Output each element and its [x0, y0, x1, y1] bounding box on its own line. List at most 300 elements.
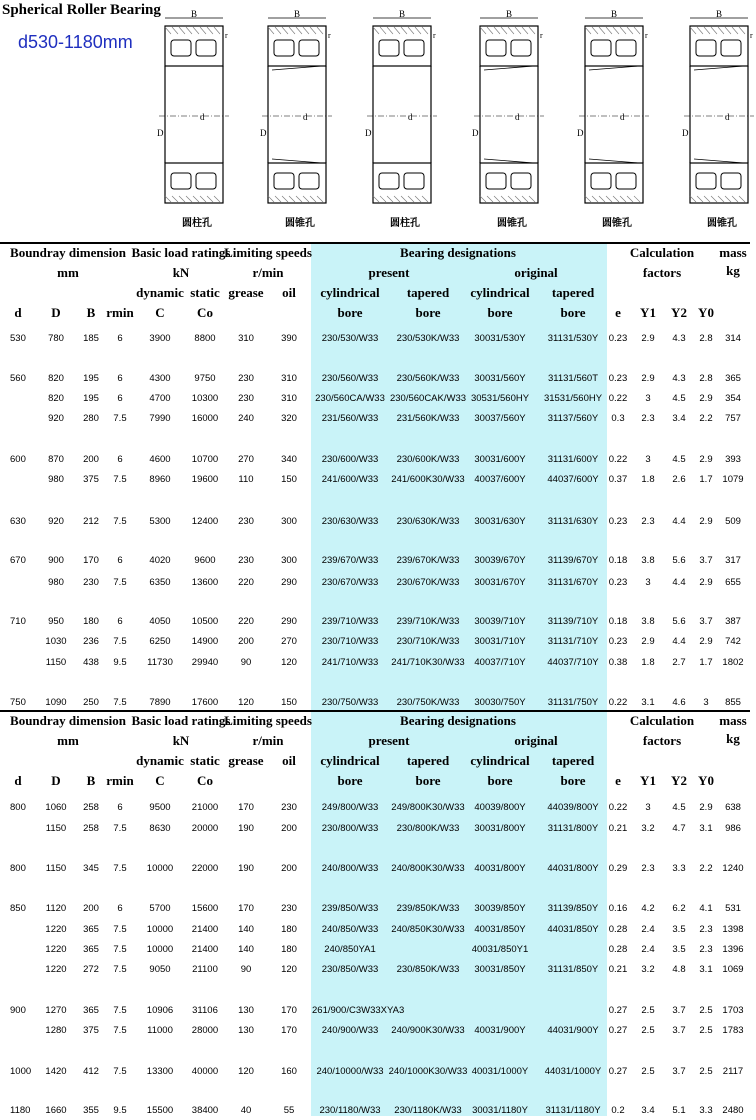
table-cell: 241/600/W33 — [321, 474, 379, 485]
header-grease: grease — [228, 753, 264, 768]
table-cell: 230 — [83, 577, 99, 588]
table-cell: 365 — [83, 924, 99, 935]
dim-label-B: B — [294, 9, 301, 19]
dim-label-d: d — [408, 112, 413, 122]
table-cell: 230/630/W33 — [321, 516, 379, 527]
table-cell: 8800 — [194, 333, 216, 344]
table-cell: 7.5 — [113, 944, 127, 955]
table-cell: 130 — [238, 1025, 254, 1036]
table-cell: 8630 — [149, 823, 171, 834]
table-cell: 4020 — [149, 555, 171, 566]
table-cell: 4.3 — [672, 373, 686, 384]
table-cell: 9.5 — [113, 657, 127, 668]
table-cell: 314 — [725, 333, 741, 344]
table-cell: 31139/710Y — [547, 616, 599, 627]
table-cell: 310 — [238, 333, 254, 344]
header-col-y0: Y0 — [698, 305, 714, 320]
table-cell: 8960 — [149, 474, 171, 485]
table-cell: 31131/850Y — [547, 964, 599, 975]
table-cell: 17600 — [191, 697, 219, 708]
table-cell: 230 — [281, 802, 297, 813]
table-cell: 240/10000/W33 — [316, 1066, 384, 1077]
table-cell: 4.6 — [672, 697, 686, 708]
table-cell: 212 — [83, 516, 99, 527]
table-cell: 7.5 — [113, 823, 127, 834]
header-mass: mass — [719, 245, 747, 260]
table-cell: 30031/600Y — [474, 454, 526, 465]
table-cell: 2117 — [722, 1066, 744, 1077]
table-cell: 1079 — [722, 474, 744, 485]
table-cell: 120 — [238, 697, 254, 708]
table-cell: 757 — [725, 413, 741, 424]
table-cell: 240/1000K30/W33 — [388, 1066, 468, 1077]
table-cell: 231/560K/W33 — [396, 413, 460, 424]
header-grease: grease — [228, 285, 264, 300]
table-cell: 3.3 — [672, 863, 686, 874]
dim-label-B: B — [716, 9, 723, 19]
table-cell: 22000 — [191, 863, 219, 874]
bearing-drawing-2 — [260, 8, 334, 213]
table-cell: 2.5 — [699, 1025, 713, 1036]
table-cell: 230/670/W33 — [321, 577, 379, 588]
table-cell: 750 — [10, 697, 26, 708]
table-cell: 2.2 — [699, 413, 713, 424]
header-col-c: C — [155, 305, 165, 320]
table-cell: 44039/800Y — [547, 802, 599, 813]
table-cell: 30031/530Y — [474, 333, 526, 344]
table-cell: 40000 — [191, 1066, 219, 1077]
table-cell: 1180 — [10, 1105, 31, 1116]
table-cell: 30039/710Y — [474, 616, 526, 627]
table-cell: 0.29 — [608, 863, 628, 874]
table-cell: 3.4 — [641, 1105, 655, 1116]
dim-label-r: r — [540, 31, 543, 40]
table-cell: 31131/630Y — [547, 516, 599, 527]
table-cell: 0.28 — [608, 944, 628, 955]
table-cell: 3 — [645, 577, 651, 588]
dim-label-D: D — [260, 128, 267, 138]
header-col-y0: Y0 — [698, 773, 714, 788]
table-cell: 270 — [281, 636, 297, 647]
table-cell: 900 — [10, 1005, 26, 1016]
table-cell: 630 — [10, 516, 26, 527]
table-cell: 0.21 — [608, 964, 628, 975]
table-cell: 10906 — [146, 1005, 174, 1016]
table-cell: 7.5 — [113, 863, 127, 874]
table-cell: 509 — [725, 516, 741, 527]
table-cell: 3 — [645, 802, 651, 813]
table-cell: 310 — [281, 373, 297, 384]
header-cylindrical: cylindrical — [320, 753, 380, 768]
table-cell: 320 — [281, 413, 297, 424]
table-cell: 600 — [10, 454, 26, 465]
header-col-e: e — [615, 773, 621, 788]
table-cell: 9500 — [149, 802, 171, 813]
table-cell: 230/600/W33 — [321, 454, 379, 465]
table-cell: 365 — [83, 944, 99, 955]
table-top-rule — [0, 710, 750, 712]
table-cell: 920 — [48, 516, 64, 527]
table-cell: 3.1 — [699, 964, 713, 975]
table-cell: 0.38 — [608, 657, 628, 668]
table-cell: 195 — [83, 393, 99, 404]
header-col-y2: Y2 — [671, 773, 687, 788]
table-cell: 258 — [83, 802, 99, 813]
table-cell: 290 — [281, 577, 297, 588]
table-cell: 638 — [725, 802, 741, 813]
header-mass: mass — [719, 713, 747, 728]
table-cell: 2.3 — [641, 516, 655, 527]
table-cell: 1.8 — [641, 474, 655, 485]
table-cell: 160 — [281, 1066, 297, 1077]
table-cell: 1.7 — [699, 657, 713, 668]
table-cell: 365 — [83, 1005, 99, 1016]
bearing-drawing-6 — [682, 8, 756, 213]
table-cell: 3.7 — [672, 1025, 686, 1036]
table-cell: 4700 — [149, 393, 171, 404]
table-cell: 870 — [48, 454, 64, 465]
header-col-rmin: rmin — [106, 305, 134, 320]
table-cell: 2.5 — [641, 1066, 655, 1077]
table-cell: 1150 — [45, 657, 67, 668]
table-cell: 1120 — [45, 903, 67, 914]
table-cell: 354 — [725, 393, 741, 404]
table-cell: 230/670K/W33 — [396, 577, 460, 588]
header-bore: bore — [487, 773, 513, 788]
table-cell: 90 — [240, 964, 252, 975]
header-tapered: tapered — [406, 753, 450, 768]
table-cell: 40031/850Y — [474, 924, 526, 935]
table-cell: 1060 — [45, 802, 67, 813]
table-cell: 9050 — [149, 964, 171, 975]
table-cell: 31131/800Y — [547, 823, 599, 834]
table-cell: 3 — [645, 393, 651, 404]
header-factors: factors — [642, 265, 682, 280]
table-cell: 2.2 — [699, 863, 713, 874]
table-cell: 190 — [238, 823, 254, 834]
dim-label-r: r — [225, 31, 228, 40]
table-cell: 0.21 — [608, 823, 628, 834]
table-cell: 1220 — [45, 944, 67, 955]
table-cell: 258 — [83, 823, 99, 834]
header-factors: factors — [642, 733, 682, 748]
table-cell: 230/560CAK/W33 — [389, 393, 467, 404]
table-cell: 21100 — [192, 964, 218, 975]
header-col-d: D — [51, 773, 61, 788]
table-cell: 170 — [281, 1005, 297, 1016]
header-col-d: d — [14, 305, 22, 320]
table-cell: 0.27 — [608, 1025, 628, 1036]
header-cylindrical-original: cylindrical — [470, 285, 530, 300]
table-cell: 6 — [117, 333, 123, 344]
header-kg: kg — [726, 731, 740, 746]
table-cell: 950 — [48, 616, 64, 627]
table-cell: 986 — [725, 823, 741, 834]
table-cell: 2.9 — [699, 636, 713, 647]
table-cell: 6 — [117, 903, 123, 914]
table-cell: 241/710/W33 — [321, 657, 379, 668]
table-cell: 7.5 — [113, 636, 127, 647]
table-cell: 3.1 — [699, 823, 713, 834]
table-cell: 2.9 — [641, 373, 655, 384]
table-cell: 230/1180K/W33 — [394, 1105, 462, 1116]
table-cell: 4.5 — [672, 454, 686, 465]
table-cell: 0.27 — [608, 1066, 628, 1077]
table-cell: 140 — [238, 924, 254, 935]
header-col-b: B — [86, 305, 96, 320]
table-cell: 30031/560Y — [474, 373, 526, 384]
table-cell: 30031/850Y — [474, 964, 526, 975]
table-cell: 29940 — [191, 657, 219, 668]
header-cylindrical-original: cylindrical — [470, 753, 530, 768]
table-cell: 230/750/W33 — [321, 697, 379, 708]
table-cell: 310 — [281, 393, 297, 404]
table-cell: 2.5 — [641, 1025, 655, 1036]
header-present: present — [368, 733, 410, 748]
header-original: original — [514, 265, 558, 280]
table-cell: 2.5 — [699, 1066, 713, 1077]
table-cell: 40031/1000Y — [471, 1066, 529, 1077]
table-cell: 7.5 — [113, 924, 127, 935]
table-cell: 21400 — [191, 944, 219, 955]
table-cell: 3 — [703, 697, 709, 708]
header-basic-load-ratings: Basic load ratings — [131, 245, 231, 260]
table-cell: 3.7 — [699, 555, 713, 566]
table-cell: 780 — [48, 333, 64, 344]
table-cell: 2.3 — [641, 413, 655, 424]
table-cell: 180 — [281, 944, 297, 955]
table-cell: 230/850/W33 — [321, 964, 379, 975]
table-cell: 230/800K/W33 — [396, 823, 460, 834]
table-cell: 40037/710Y — [474, 657, 526, 668]
table-cell: 150 — [281, 697, 297, 708]
table-cell: 15500 — [146, 1105, 174, 1116]
header-col-d: d — [14, 773, 22, 788]
table-cell: 850 — [10, 903, 26, 914]
table-cell: 280 — [83, 413, 99, 424]
header-kn: kN — [172, 265, 190, 280]
table-cell: 375 — [83, 1025, 99, 1036]
header-col-c: C — [155, 773, 165, 788]
table-cell: 200 — [281, 823, 297, 834]
table-cell: 230/710K/W33 — [396, 636, 460, 647]
header-bore: bore — [337, 773, 363, 788]
table-cell: 40031/900Y — [474, 1025, 526, 1036]
table-cell: 0.23 — [608, 373, 628, 384]
table-cell: 5.6 — [672, 555, 686, 566]
table-cell: 3900 — [149, 333, 171, 344]
table-cell: 3.1 — [641, 697, 655, 708]
table-cell: 170 — [238, 903, 254, 914]
header-basic-load-ratings: Basic load ratings — [131, 713, 231, 728]
table-cell: 1280 — [45, 1025, 67, 1036]
table-cell: 230/560CA/W33 — [315, 393, 385, 404]
table-cell: 670 — [10, 555, 26, 566]
header-static: static — [190, 285, 220, 300]
table-cell: 1420 — [45, 1066, 67, 1077]
table-cell: 0.37 — [608, 474, 628, 485]
table-cell: 0.23 — [608, 577, 628, 588]
table-cell: 44031/800Y — [547, 863, 599, 874]
bearing-drawing-4 — [472, 8, 546, 213]
table-cell: 236 — [83, 636, 99, 647]
table-cell: 2.4 — [641, 924, 655, 935]
table-cell: 40037/600Y — [474, 474, 526, 485]
page-subtitle: d530-1180mm — [18, 32, 133, 52]
table-cell: 3.7 — [699, 616, 713, 627]
table-cell: 230/560/W33 — [321, 373, 379, 384]
table-cell: 0.3 — [611, 413, 625, 424]
table-cell: 0.16 — [608, 903, 628, 914]
dim-label-r: r — [645, 31, 648, 40]
table-cell: 3.7 — [672, 1005, 686, 1016]
dim-label-r: r — [433, 31, 436, 40]
dim-label-r: r — [328, 31, 331, 40]
table-cell: 4.4 — [672, 577, 686, 588]
dim-label-d: d — [200, 112, 205, 122]
table-cell: 820 — [48, 393, 64, 404]
table-cell: 2.9 — [699, 393, 713, 404]
table-cell: 3.2 — [641, 823, 655, 834]
table-cell: 30030/750Y — [474, 697, 526, 708]
table-cell: 6 — [117, 555, 123, 566]
table-cell: 10000 — [146, 944, 174, 955]
table-cell: 980 — [48, 474, 64, 485]
table-cell: 393 — [725, 454, 741, 465]
table-cell: 390 — [281, 333, 297, 344]
table-cell: 31131/1180Y — [545, 1105, 601, 1116]
table-cell: 1069 — [722, 964, 744, 975]
table-cell: 15600 — [191, 903, 219, 914]
table-cell: 120 — [281, 964, 297, 975]
table-cell: 1030 — [45, 636, 67, 647]
table-cell: 220 — [238, 577, 254, 588]
table-cell: 249/800/W33 — [321, 802, 379, 813]
table-cell: 4.3 — [672, 333, 686, 344]
table-cell: 31131/710Y — [547, 636, 599, 647]
dim-label-D: D — [472, 128, 479, 138]
table-cell: 20000 — [191, 823, 219, 834]
header-oil: oil — [282, 753, 296, 768]
header-bore: bore — [415, 305, 441, 320]
table-cell: 30039/850Y — [474, 903, 526, 914]
table-cell: 3.4 — [672, 413, 686, 424]
bearing-drawing-3 — [365, 8, 439, 213]
table-cell: 230 — [238, 516, 254, 527]
table-cell: 4.4 — [672, 516, 686, 527]
table-cell: 261/900/C3W33XYA3 — [312, 1005, 405, 1016]
table-cell: 220 — [238, 616, 254, 627]
table-cell: 240/850YA1 — [324, 944, 376, 955]
header-col-rmin: rmin — [106, 773, 134, 788]
table-cell: 230/560K/W33 — [396, 373, 460, 384]
table-cell: 13300 — [146, 1066, 174, 1077]
table-cell: 230 — [281, 903, 297, 914]
header-col-y1: Y1 — [640, 305, 656, 320]
table-cell: 1220 — [45, 924, 67, 935]
table-cell: 44037/600Y — [547, 474, 599, 485]
table-cell: 1783 — [722, 1025, 744, 1036]
table-cell: 230/630K/W33 — [396, 516, 460, 527]
page-title: Spherical Roller Bearing — [2, 2, 161, 18]
dim-label-r: r — [750, 31, 753, 40]
table-cell: 30531/560HY — [470, 393, 530, 404]
table-cell: 240/800/W33 — [321, 863, 379, 874]
table-cell: 3.3 — [699, 1105, 713, 1116]
header-dynamic: dynamic — [136, 753, 184, 768]
table-cell: 230 — [238, 555, 254, 566]
table-cell: 3 — [645, 454, 651, 465]
header-rmin-unit: r/min — [252, 733, 284, 748]
table-cell: 30037/560Y — [474, 413, 526, 424]
table-cell: 10000 — [146, 924, 174, 935]
table-cell: 355 — [83, 1105, 99, 1116]
header-bore: bore — [560, 773, 586, 788]
table-cell: 7.5 — [113, 964, 127, 975]
table-cell: 412 — [83, 1066, 99, 1077]
table-cell: 3.8 — [641, 555, 655, 566]
table-cell: 4050 — [149, 616, 171, 627]
header-kn: kN — [172, 733, 190, 748]
table-cell: 2.6 — [672, 474, 686, 485]
table-cell: 185 — [83, 333, 99, 344]
table-cell: 40 — [240, 1105, 252, 1116]
table-cell: 0.22 — [608, 454, 628, 465]
table-cell: 249/800K30/W33 — [391, 802, 465, 813]
table-cell: 4.2 — [641, 903, 655, 914]
table-cell: 230/600K/W33 — [396, 454, 460, 465]
header-present: present — [368, 265, 410, 280]
table-cell: 387 — [725, 616, 741, 627]
table-cell: 200 — [83, 454, 99, 465]
table-cell: 230 — [238, 393, 254, 404]
table-cell: 3.2 — [641, 964, 655, 975]
drawing-caption: 圆锥孔 — [602, 218, 632, 229]
table-cell: 120 — [281, 657, 297, 668]
table-cell: 239/670K/W33 — [396, 555, 460, 566]
table-cell: 0.28 — [608, 924, 628, 935]
table-cell: 6 — [117, 802, 123, 813]
table-cell: 270 — [238, 454, 254, 465]
header-bearing-designations: Bearing designations — [400, 713, 516, 728]
table-cell: 3.7 — [672, 1066, 686, 1077]
table-cell: 800 — [10, 863, 26, 874]
dim-label-d: d — [515, 112, 520, 122]
header-tapered-original: tapered — [551, 753, 595, 768]
table-cell: 0.23 — [608, 636, 628, 647]
table-cell: 6250 — [149, 636, 171, 647]
header-static: static — [190, 753, 220, 768]
header-boundary-dimension: Boundray dimension — [10, 245, 126, 260]
header-limiting-speeds: Limiting speeds — [224, 245, 312, 260]
table-cell: 5.1 — [672, 1105, 686, 1116]
header-col-y1: Y1 — [640, 773, 656, 788]
table-cell: 230/1180/W33 — [319, 1105, 381, 1116]
header-bore: bore — [415, 773, 441, 788]
table-cell: 180 — [281, 924, 297, 935]
table-cell: 0.2 — [611, 1105, 625, 1116]
dim-label-D: D — [682, 128, 689, 138]
table-cell: 120 — [238, 1066, 254, 1077]
table-cell: 55 — [283, 1105, 295, 1116]
table-cell: 190 — [238, 863, 254, 874]
table-cell: 10000 — [146, 863, 174, 874]
table-cell: 920 — [48, 413, 64, 424]
table-cell: 14900 — [191, 636, 219, 647]
table-cell: 300 — [281, 555, 297, 566]
header-col-b: B — [86, 773, 96, 788]
table-cell: 7.5 — [113, 1005, 127, 1016]
